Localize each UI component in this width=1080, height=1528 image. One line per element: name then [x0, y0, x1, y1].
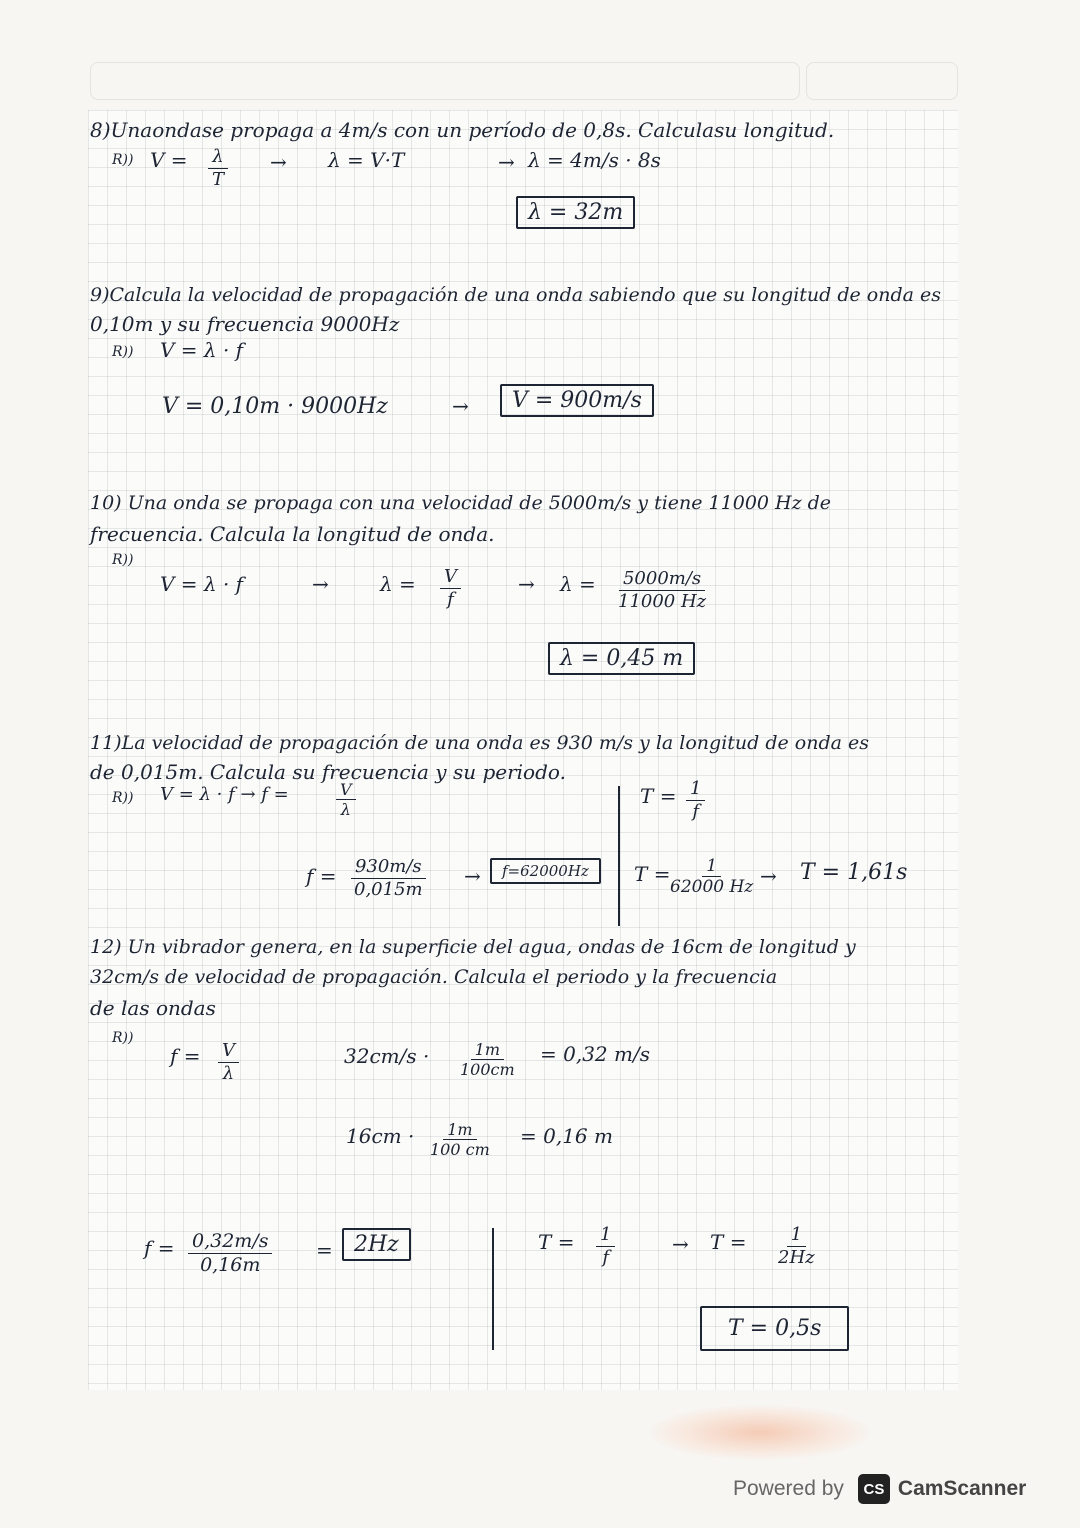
result-box: V = 900m/s: [500, 384, 654, 417]
paper-stain: [650, 1405, 870, 1460]
fraction-v-over-f: [440, 566, 461, 610]
fraction-conversion-2: [426, 1120, 494, 1159]
denominator: 2Hz: [778, 1246, 815, 1268]
arrow: →: [518, 572, 535, 596]
period-lhs: T =: [538, 1230, 575, 1254]
numerator: 930m/s: [351, 856, 426, 879]
numerator: 0,32m/s: [188, 1230, 272, 1254]
problem-10-statement-line-2: frecuencia. Calcula la longitud de onda.: [90, 522, 495, 546]
numerator: 1: [787, 1224, 806, 1247]
numerator: 1: [702, 856, 721, 877]
arrow: →: [672, 1232, 689, 1256]
formula-lhs: V =: [150, 148, 188, 172]
problem-9-statement-line-2: 0,10m y su frecuencia 9000Hz: [90, 312, 400, 336]
conversion-1-result: = 0,32 m/s: [540, 1042, 650, 1066]
fraction-period-substitution: [666, 856, 757, 898]
answer-label: R)): [112, 552, 134, 568]
answer-label: R)): [112, 1030, 134, 1046]
numerator: V: [440, 566, 461, 589]
arrow: →: [760, 864, 777, 888]
numerator: 1: [596, 1224, 615, 1247]
arrow: →: [270, 150, 287, 174]
answer-label: R)): [112, 152, 134, 168]
fraction-v-over-lambda: [336, 780, 356, 819]
camscanner-watermark: [733, 1466, 1063, 1512]
conversion-2-result: = 0,16 m: [520, 1124, 613, 1148]
denominator: f: [602, 1246, 610, 1268]
camscanner-logo-icon: CS: [858, 1474, 890, 1504]
numerator: V: [336, 780, 356, 800]
conversion-2-lhs: 16cm ·: [346, 1124, 415, 1148]
fraction-one-over-f: [596, 1224, 615, 1268]
formula-lhs: λ =: [380, 572, 416, 596]
numerator: λ: [208, 146, 227, 169]
numerator: 1m: [443, 1120, 476, 1140]
substitution: V = 0,10m · 9000Hz: [162, 394, 388, 419]
formula: V = λ · f: [160, 338, 244, 362]
powered-by-text: Powered by: [733, 1477, 844, 1500]
problem-10-statement-line-1: 10) Una onda se propaga con una velocidad de 5000m/s y tiene 11000 Hz de: [90, 492, 832, 514]
numerator: 1m: [471, 1040, 504, 1060]
denominator: λ: [222, 1062, 235, 1084]
arrow: →: [452, 394, 469, 418]
result-box: λ = 32m: [516, 196, 635, 229]
period-result: T = 1,61s: [800, 860, 908, 885]
fraction-frequency-substitution: [350, 856, 427, 900]
formula: V = λ · f → f =: [160, 784, 289, 805]
arrow: →: [498, 150, 515, 174]
problem-12-statement-line-3: de las ondas: [90, 996, 216, 1020]
fraction-substitution: [614, 568, 710, 612]
arrow: →: [464, 864, 481, 888]
period-lhs: T =: [634, 862, 671, 886]
answer-label: R)): [112, 344, 134, 360]
denominator: λ: [340, 800, 351, 820]
numerator: V: [218, 1040, 239, 1063]
formula-lhs: λ =: [560, 572, 596, 596]
frequency-lhs: f =: [144, 1236, 175, 1260]
problem-9-statement-line-1: 9)Calcula la velocidad de propagación de una onda sabiendo que su longitud de onda es: [90, 284, 942, 306]
equals-sign: =: [316, 1238, 333, 1262]
divider-line: [492, 1228, 494, 1350]
problem-11-statement-line-2: de 0,015m. Calcula su frecuencia y su periodo.: [90, 760, 566, 784]
conversion-1-lhs: 32cm/s ·: [344, 1044, 430, 1068]
problem-12-statement-line-2: 32cm/s de velocidad de propagación. Calcula el periodo y la frecuencia: [90, 966, 778, 988]
result-box: λ = 0,45 m: [548, 642, 695, 675]
period-lhs: T =: [710, 1230, 747, 1254]
divider-line: [618, 786, 620, 926]
fraction-one-over-f: [686, 778, 705, 822]
arrow: →: [312, 572, 329, 596]
denominator: 0,16m: [200, 1253, 261, 1276]
substitution: λ = 4m/s · 8s: [528, 148, 661, 172]
period-lhs: T =: [640, 784, 677, 808]
fraction-period-substitution: [774, 1224, 819, 1268]
denominator: 0,015m: [354, 878, 423, 900]
denominator: 62000 Hz: [670, 877, 754, 898]
denominator: 100 cm: [430, 1140, 490, 1160]
numerator: 1: [686, 778, 705, 801]
numerator: 5000m/s: [619, 568, 705, 591]
frequency-lhs: f =: [306, 864, 337, 888]
frequency-result-box: 2Hz: [342, 1228, 411, 1261]
frequency-result-box: f=62000Hz: [490, 858, 601, 884]
problem-11-statement-line-1: 11)La velocidad de propagación de una onda es 930 m/s y la longitud de onda es: [90, 732, 869, 754]
formula-lhs: f =: [170, 1044, 201, 1068]
fraction-conversion-1: [456, 1040, 519, 1079]
denominator: 11000 Hz: [618, 590, 707, 612]
answer-label: R)): [112, 790, 134, 806]
fraction-lambda-over-t: [208, 146, 228, 190]
denominator: f: [692, 800, 700, 822]
formula-wavelength: λ = V·T: [328, 148, 405, 172]
denominator: 100cm: [460, 1060, 515, 1080]
denominator: f: [447, 588, 454, 610]
formula: V = λ · f: [160, 572, 244, 596]
denominator: T: [212, 168, 225, 190]
camscanner-brand: CamScanner: [897, 1477, 1027, 1500]
fraction-v-over-lambda: [218, 1040, 239, 1084]
period-result-box: T = 0,5s: [700, 1306, 849, 1351]
problem-12-statement-line-1: 12) Un vibrador genera, en la superficie del agua, ondas de 16cm de longitud y: [90, 936, 856, 958]
fraction-frequency-calc: [188, 1230, 272, 1277]
problem-8-statement: 8)Unaondase propaga a 4m/s con un período de 0,8s. Calculasu longitud.: [90, 118, 835, 142]
header-field-left: [90, 62, 800, 100]
header-field-right: [806, 62, 958, 100]
